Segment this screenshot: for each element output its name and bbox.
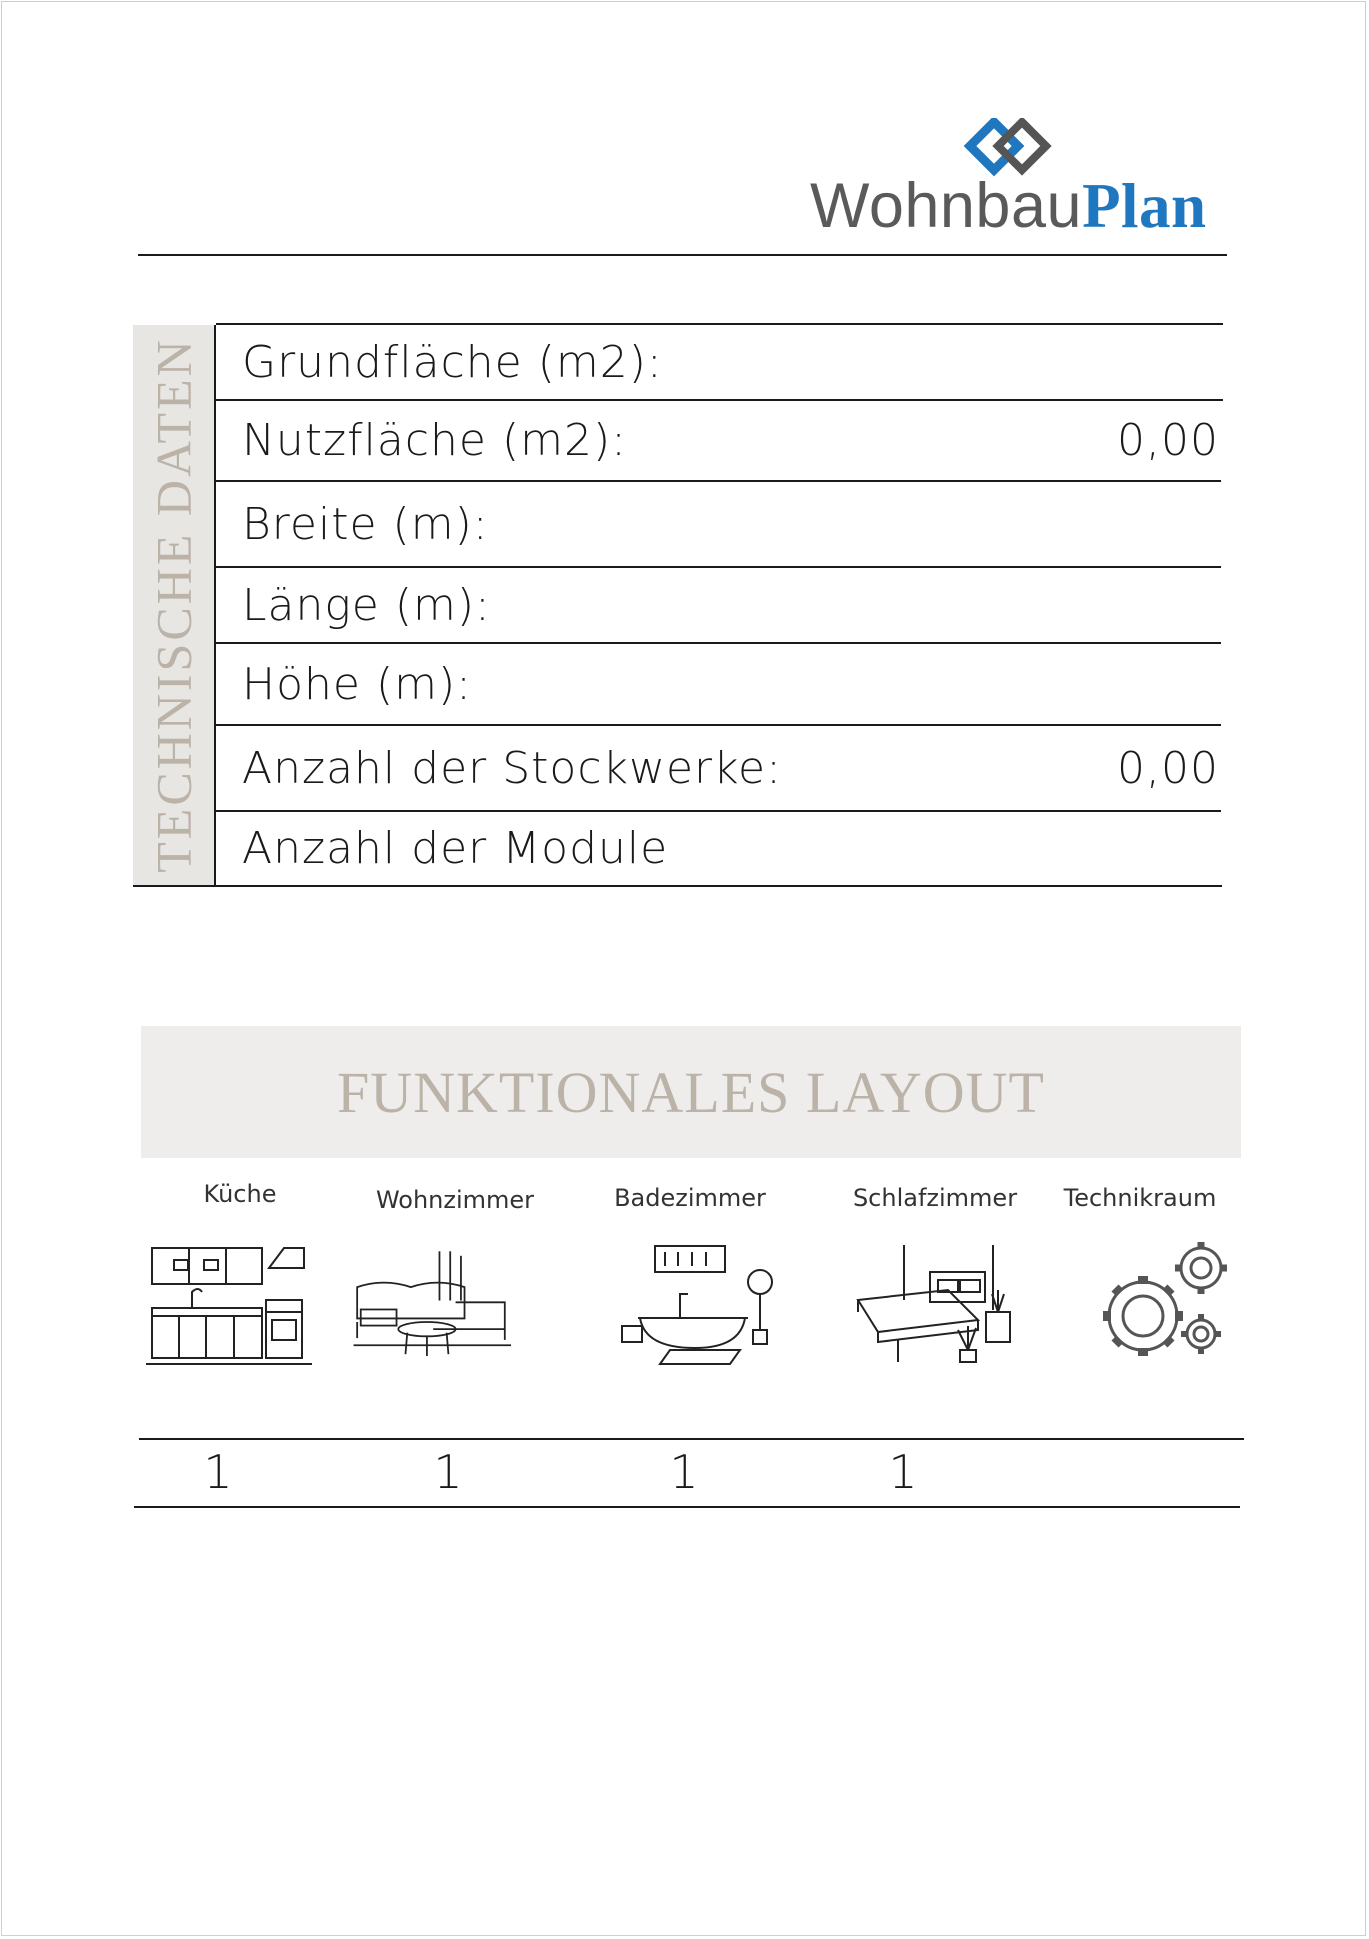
room-label-badezimmer: Badezimmer: [614, 1184, 766, 1212]
logo-text-wohnbau: Wohnbau: [810, 171, 1083, 241]
diamond-logo-icon: [960, 118, 1070, 178]
counts-bottom-rule: [134, 1506, 1240, 1508]
bathroom-icon: [610, 1240, 780, 1370]
page-border: [1, 1, 1366, 1936]
room-label-schlafzimmer: Schlafzimmer: [852, 1184, 1018, 1212]
tech-row-nutzflaeche: [216, 401, 1223, 480]
kitchen-icon: [144, 1240, 314, 1370]
room-count-wohnzimmer: 1: [433, 1445, 463, 1499]
bedroom-icon: [848, 1240, 1018, 1370]
technical-data-heading: TECHNISCHE DATEN: [145, 337, 202, 873]
header-divider: [138, 254, 1227, 256]
tech-row-stockwerke: [216, 726, 1223, 810]
tech-row-hoehe: [216, 644, 1223, 724]
tech-row-value: 0,00: [1117, 742, 1219, 794]
tech-row-grundflaeche: [216, 325, 1223, 399]
tech-row-label: Höhe (m):: [242, 658, 472, 710]
logo-text: [810, 170, 1207, 243]
room-count-schlafzimmer: 1: [888, 1445, 918, 1499]
counts-top-rule: [139, 1438, 1244, 1440]
tech-table-bottom-rule: [133, 885, 1222, 887]
wohnbauplan-logo: [810, 118, 1210, 241]
tech-row-laenge: [216, 568, 1223, 642]
room-count-badezimmer: 1: [669, 1445, 699, 1499]
tech-row-breite: [216, 482, 1223, 566]
tech-row-label: Grundfläche (m2):: [242, 336, 663, 388]
tech-row-label: Länge (m):: [242, 579, 491, 631]
tech-row-value: 0,00: [1117, 415, 1219, 466]
tech-row-label: Breite (m):: [242, 498, 489, 550]
functional-layout-band: [141, 1026, 1241, 1158]
room-label-kueche: Küche: [203, 1180, 277, 1208]
technical-data-side-label: [133, 325, 216, 885]
tech-row-label: Anzahl der Stockwerke:: [242, 742, 782, 794]
tech-row-label: Anzahl der Module: [242, 823, 669, 874]
room-label-technikraum: Technikraum: [1063, 1184, 1217, 1212]
room-label-wohnzimmer: Wohnzimmer: [375, 1186, 535, 1214]
tech-row-module: [216, 812, 1223, 885]
gears-icon: [1080, 1238, 1250, 1368]
tech-row-label: Nutzfläche (m2):: [242, 415, 627, 466]
functional-layout-title: FUNKTIONALES LAYOUT: [336, 1059, 1045, 1125]
logo-text-plan: Plan: [1082, 171, 1207, 241]
room-count-kueche: 1: [203, 1445, 233, 1499]
living-room-icon: [350, 1240, 520, 1370]
